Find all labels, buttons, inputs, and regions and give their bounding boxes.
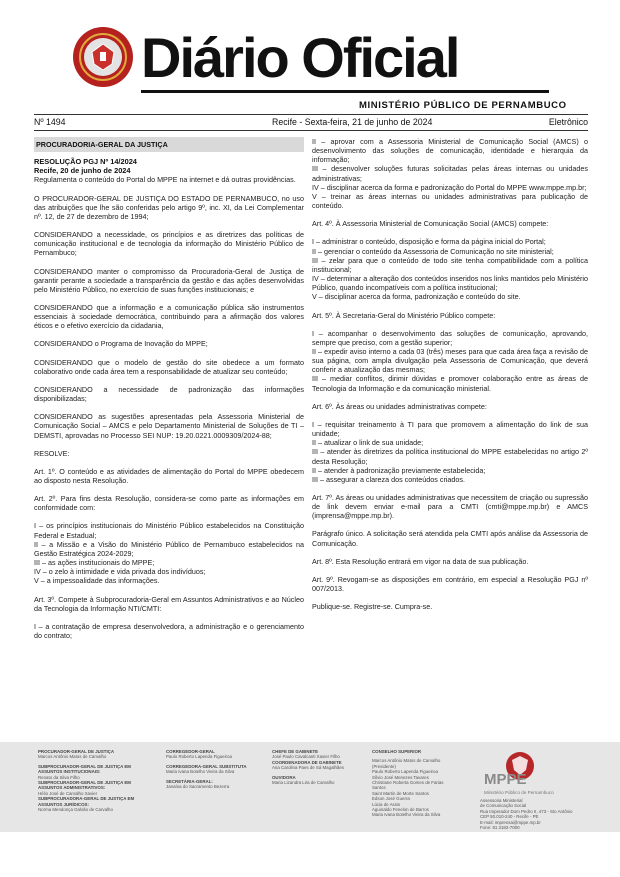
footer-heading: CONSELHO SUPERIOR: [372, 749, 422, 754]
left-column: [34, 137, 304, 640]
footer-heading: COORDENADORA DE GABINETE: [272, 759, 342, 765]
paragraph: Art. 4º. À Assessoria Ministerial de Comunicação Social (AMCS) compete:: [312, 219, 549, 229]
footer-heading: OUVIDORA: [272, 774, 296, 780]
council-member: Paulo Roberto Lapenda Figueiroa: [372, 769, 438, 775]
footer-heading: SUBPROCURADORA-GERAL DE JUSTIÇA EM ASSUNTOS JURÍDICOS:: [38, 796, 135, 807]
footer-name: Maria Lizandra Lira de Carvalho: [272, 780, 335, 786]
mppe-logo-icon: [482, 748, 562, 800]
footer-name: Hélio José de Carvalho Xavier: [38, 790, 98, 796]
contact-block: [480, 798, 573, 830]
paragraph: II – aprovar com a Assessoria Ministerial de Comunicação Social (AMCS) o desenvolvimento das soluções de comunicação, identidade e hierarquia da informação; III – desenvolver soluções futuras solicitadas pelas áreas internas ou unidades administrativas; IV – disciplinar acerca da forma e padronização do Portal do MPPE www.mppe.mp.br; V – treinar as áreas internas ou unidades administrativas para publicação de conteúdo.: [312, 137, 588, 211]
paragraph: Art. 5º. À Secretaria-Geral do Ministério Público compete:: [312, 310, 496, 320]
council-member: Maria Ivana Botelho Vieira da Silva: [372, 812, 441, 818]
council-member: Lúcia de Assis: [372, 801, 401, 807]
section-heading: PROCURADORIA-GERAL DA JUSTIÇA: [34, 137, 304, 152]
council-member: Aguinaldo Fenelon de Barros: [372, 807, 429, 813]
paragraph: I – administrar o conteúdo, disposição e forma da página inicial do Portal; II – gerenciar o conteúdo da Assessoria de Comunicação no site ministerial; III – zelar para que o conteúdo de todo site tenha compatibilidade com a política institucional; IV – determinar a alteração dos conteúdos inseridos nos links mantidos pelo Ministério Público, quando incompatíveis com a política institucional; V – disciplinar acerca da forma, padronização e conteúdo do site.: [312, 237, 588, 302]
paragraph: Art. 2º. Para fins desta Resolução, considera-se como parte as informações em conformidade com:: [34, 494, 304, 513]
council-member: Marcos Antônio Matos de Carvalho: [372, 758, 441, 764]
footer-name: Maria Ivana Botelho Vieira da Silva: [166, 769, 235, 775]
paragraph: O PROCURADOR-GERAL DE JUSTIÇA DO ESTADO DE PERNAMBUCO, no uso das atribuições que lhe são conferidas pelo artigo 9º, inc. XI, da Lei Complementar nº. 12, de 27 de dezembro de 1994;: [34, 193, 304, 221]
bottom-rule: [34, 130, 588, 131]
right-column: [312, 137, 588, 611]
council-member: Sílvio José Menezes Tavares: [372, 774, 429, 780]
paragraph: CONSIDERANDO a necessidade de padronização das informações disponibilizadas;: [34, 384, 304, 404]
paragraph: Parágrafo único. A solicitação será atendida pela CMTI após análise da Assessoria de Comunicação.: [312, 529, 588, 548]
newspaper-title: Diário Oficial: [141, 26, 459, 89]
footer-heading: CORREGEDORA-GERAL SUBSTITUTA: [166, 763, 247, 769]
publisher-subtitle: MINISTÉRIO PÚBLICO DE PERNAMBUCO: [359, 100, 567, 111]
contact-line: Fone: 81 3182-7000: [480, 825, 520, 831]
paragraph: Art. 7º. As áreas ou unidades administrativas que necessitem de criação ou supressão de link devem enviar e-mail para a CMTI (cmti@mppe.mp.br) e AMCS (imprensa@mppe.mp.br).: [312, 493, 588, 521]
paragraph: Art. 6º. Às áreas ou unidades administrativas compete:: [312, 401, 487, 411]
footer-heading: SUBPROCURADOR-GERAL DE JUSTIÇA EM ASSUNTOS INSTITUCIONAIS:: [38, 763, 131, 775]
footer-name: Norma Mendonça Galvão de Carvalho: [38, 807, 113, 813]
paragraph: I – os princípios institucionais do Ministério Público estabelecidos na Constituição Federal e Estadual; II – a Missão e a Visão do Ministério Público de Pernambuco estabelecidos na Gestão Estratégica 2024-2029; III – as ações institucionais do MPPE; IV – o zelo à intimidade e vida privada dos indivíduos; V – a impessoalidade das informações.: [34, 521, 304, 586]
resolution-title: RESOLUÇÃO PGJ Nº 14/2024: [34, 157, 137, 166]
paragraph: Art. 1º. O conteúdo e as atividades de alimentação do Portal do MPPE obedecem ao disposto nesta Resolução.: [34, 466, 304, 485]
footer-heading: SUBPROCURADOR-GERAL DE JUSTIÇA EM ASSUNTOS ADMINISTRATIVOS:: [38, 780, 131, 791]
footer-name: Ana Carolina Paes de Sá Magalhães: [272, 765, 345, 771]
edition-number: Nº 1494: [34, 117, 66, 127]
footer-heading: CHEFE DE GABINETE: [272, 749, 319, 754]
contact-line: Rua Imperador Dom Pedro II, 473 - Sto Antônio: [480, 808, 573, 814]
footer-column-leadership: [38, 749, 148, 812]
footer-column-gabinete: [272, 749, 368, 785]
footer-name: Renato da Silva Filho: [38, 774, 80, 780]
edition-bar: [34, 116, 588, 130]
paragraph: CONSIDERANDO o Programa de Inovação do MPPE;: [34, 339, 208, 349]
logo-wordmark: MPPE: [484, 771, 527, 788]
edition-date: Recife - Sexta-feira, 21 de junho de 2024: [272, 117, 433, 127]
edition-type: Eletrônico: [548, 117, 588, 127]
paragraph: I – requisitar treinamento à TI para que promovem a alimentação do link de sua unidade; II – atualizar o link de sua unidade; III – atender às diretrizes da política institucional do MPPE estabelecidas no artigo 2º desta Resolução; II – atender à padronização previamente estabelecida; III – assegurar a clareza dos conteúdos criados.: [312, 419, 588, 484]
council-member: (Presidente): [372, 763, 396, 769]
council-member: Santos: [372, 785, 386, 791]
resolution-date: Recife, 20 de junho de 2024: [34, 166, 131, 176]
contact-line: de Comunicação Social: [480, 803, 527, 809]
paragraph: CONSIDERANDO as sugestões apresentadas pela Assessoria Ministerial de Comunicação Social – AMCS e pelo Departamento Ministerial de Soluções de TI – DEMSTI, aprovadas no Processo SEI NUP: 19.20.0221.0009309/2024-88;: [34, 412, 304, 440]
council-member: Christiane Roberta Gomes de Farias: [372, 780, 444, 786]
paragraph: Art. 9º. Revogam-se as disposições em contrário, em especial a Resolução PGJ nº 007/2013.: [312, 574, 588, 594]
footer-name: Paulo Roberto Lapenda Figueiroa: [166, 754, 232, 760]
masthead: [0, 0, 620, 118]
paragraph: I – acompanhar o desenvolvimento das soluções de comunicação, aprovando, sempre que preciso, com a gestão superior; II – expedir aviso interno a cada 03 (três) meses para que cada área faça a revisão de sua página, com ampla divulgação pela Assessoria de Comunicação, que deverá conferir a atualização das mesmas; III – mediar conflitos, dirimir dúvidas e promover colaboração entre as áreas de Tecnologia da Informação e da comunicação ministerial.: [312, 328, 588, 393]
footer-column-corregedoria: [166, 749, 264, 789]
paragraph: CONSIDERANDO que o modelo de gestão do site obedece a um formato colaborativo onde cada área tem a responsabilidade de atualizar seu conteúdo;: [34, 357, 304, 376]
paragraph: Art. 3º. Compete à Subprocuradoria-Geral em Assuntos Administrativos e ao Núcleo da Tecnologia da Informação NTI/CMTI:: [34, 594, 304, 613]
paragraph: RESOLVE:: [34, 448, 70, 458]
paragraph: Regulamenta o conteúdo do Portal do MPPE na internet e dá outras providências.: [34, 175, 296, 185]
council-member: Saint Martin de Morte Santos: [372, 790, 429, 796]
paragraph: Publique-se. Registre-se. Cumpra-se.: [312, 602, 433, 612]
paragraph: Art. 8º. Esta Resolução entrará em vigor na data de sua publicação.: [312, 556, 529, 566]
footer-heading: PROCURADOR-GERAL DE JUSTIÇA: [38, 749, 115, 754]
footer-name: Janaína do Sacramento Bezerra: [166, 784, 230, 790]
paragraph: CONSIDERANDO que a informação e a comunicação pública são instrumentos essenciais à sociedade democrática, contribuindo para a afirmação dos valores éticos e o efetivo exercício da cidadania,: [34, 302, 304, 331]
logo-tagline: Ministério Público de Pernambuco: [484, 790, 554, 795]
contact-line: Assessoria Ministerial: [480, 798, 523, 803]
footer-heading: SECRETÁRIA-GERAL:: [166, 778, 213, 784]
paragraph: CONSIDERANDO manter o compromisso da Procuradoria-Geral de Justiça de garantir perante a sociedade a transparência da gestão e das ações desenvolvidas pelo Ministério Público, no exercício de suas funções institucionais; e: [34, 266, 304, 294]
footer-column-conselho: [372, 749, 470, 818]
mppe-seal-icon: [72, 26, 134, 88]
masthead-rule: [141, 90, 549, 93]
paragraph: I – a contratação de empresa desenvolvedora, a administração e o gerenciamento do contrato;: [34, 621, 304, 641]
contact-line: E-mail: imprensa@mppe.mp.br: [480, 819, 541, 825]
contact-line: CEP 50.010-240 - Recife - PE: [480, 814, 539, 820]
footer-name: José Paulo Cavalcanti Xavier Filho: [272, 754, 340, 760]
paragraph: CONSIDERANDO a necessidade, os princípios e as diretrizes das políticas de comunicação institucional e de tecnologia da informação do Ministério Público de Pernambuco;: [34, 230, 304, 258]
footer-name: Marcos Antônio Matos de Carvalho: [38, 754, 107, 760]
footer-heading: CORREGEDOR-GERAL: [166, 749, 215, 754]
council-member: Edson José Guerra: [372, 796, 410, 802]
top-rule: [34, 114, 588, 115]
footer: [0, 742, 620, 832]
